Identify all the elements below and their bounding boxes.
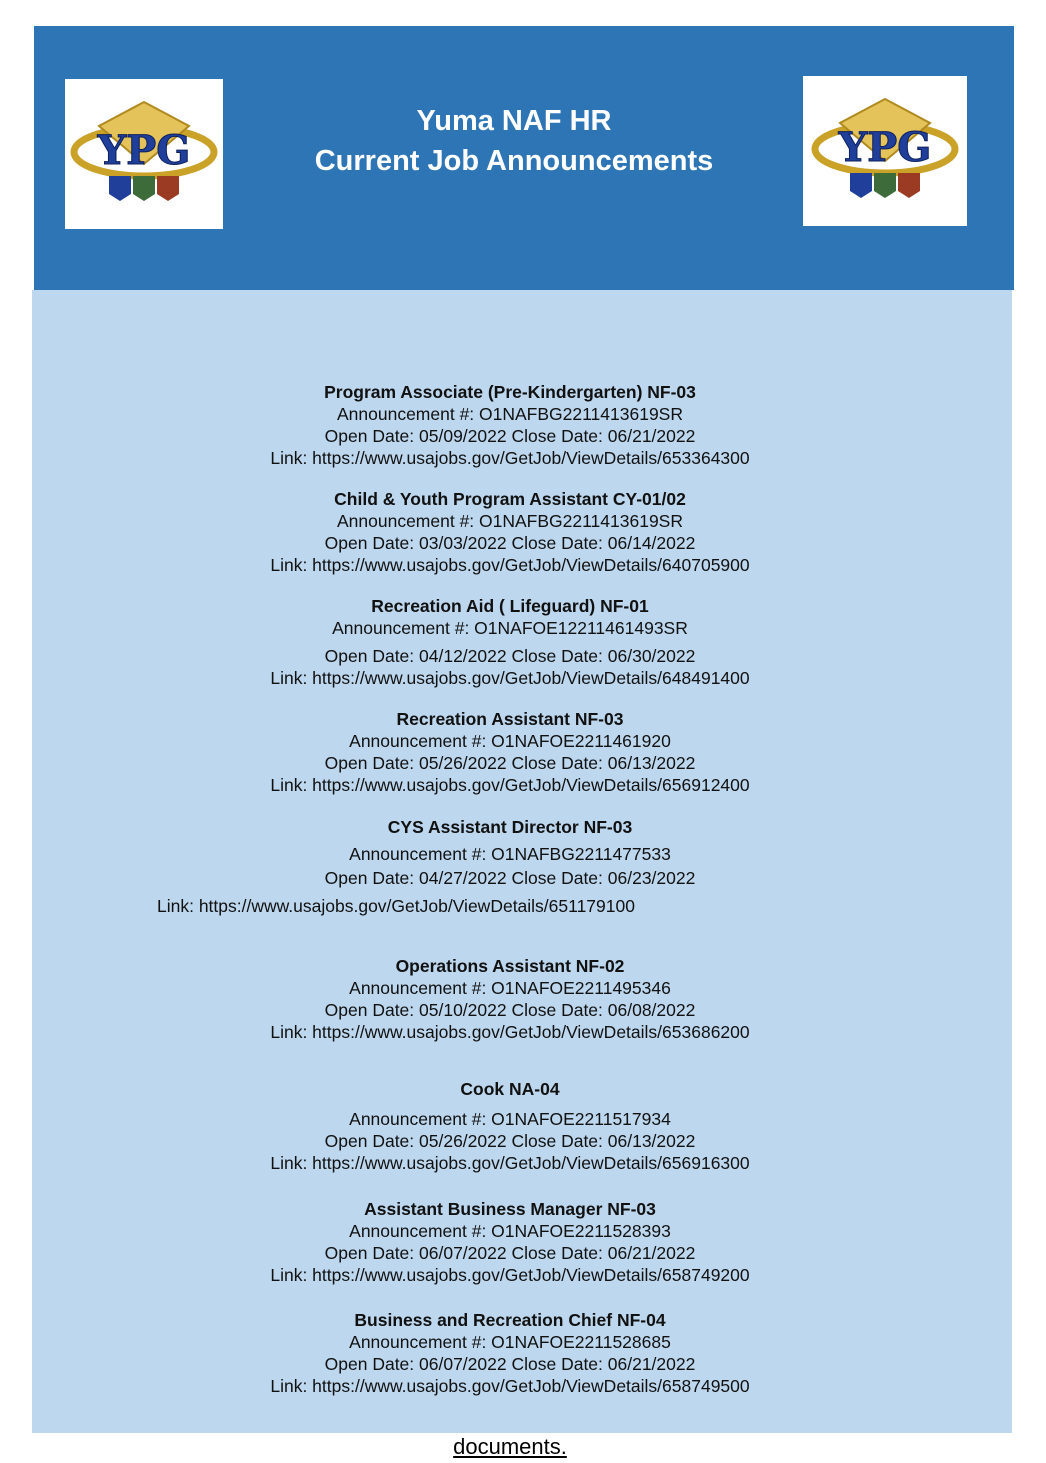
job-title: CYS Assistant Director NF-03 [387,817,633,837]
job-link[interactable]: Link: https://www.usajobs.gov/GetJob/ViewDetails/648491400 [270,668,750,688]
job-link[interactable]: Link: https://www.usajobs.gov/GetJob/ViewDetails/658749200 [270,1265,750,1285]
job-title: Program Associate (Pre-Kindergarten) NF-03 [324,382,696,402]
job-dates: Open Date: 03/03/2022 Close Date: 06/14/2022 [324,533,696,553]
job-dates: Open Date: 05/26/2022 Close Date: 06/13/2022 [324,753,696,773]
job-dates: Open Date: 06/07/2022 Close Date: 06/21/2022 [324,1354,696,1374]
job-title: Assistant Business Manager NF-03 [364,1199,656,1219]
job-dates: Open Date: 05/26/2022 Close Date: 06/13/2022 [324,1131,696,1151]
job-listing [32,381,988,469]
job-announcement: Announcement #: O1NAFBG2211413619SR [336,404,683,424]
job-link[interactable]: Link: https://www.usajobs.gov/GetJob/ViewDetails/640705900 [270,555,750,575]
job-link[interactable]: Link: https://www.usajobs.gov/GetJob/ViewDetails/656912400 [270,775,750,795]
job-dates: Open Date: 05/09/2022 Close Date: 06/21/2022 [324,426,696,446]
job-announcement: Announcement #: O1NAFOE2211528685 [349,1332,671,1352]
job-listing [32,1198,988,1286]
job-announcement: Announcement #: O1NAFOE2211517934 [349,1109,671,1129]
job-announcement: Announcement #: O1NAFBG2211413619SR [336,511,683,531]
job-announcement: Announcement #: O1NAFOE2211495346 [349,978,671,998]
job-listing [32,1309,988,1397]
job-link[interactable]: Link: https://www.usajobs.gov/GetJob/ViewDetails/656916300 [270,1153,750,1173]
job-listing [32,708,988,796]
job-title: Recreation Assistant NF-03 [396,709,624,729]
job-dates: Open Date: 06/07/2022 Close Date: 06/21/2022 [324,1243,696,1263]
job-announcement: Announcement #: O1NAFOE2211461920 [349,731,671,751]
footer-documents-link[interactable]: documents. [453,1434,567,1459]
page-title-line1: Yuma NAF HR [416,105,612,137]
job-listing [32,488,988,576]
job-dates: Open Date: 05/10/2022 Close Date: 06/08/2022 [324,1000,696,1020]
job-link[interactable]: Link: https://www.usajobs.gov/GetJob/ViewDetails/653686200 [270,1022,750,1042]
job-announcement: Announcement #: O1NAFBG2211477533 [349,844,671,864]
job-title: Cook NA-04 [460,1079,560,1099]
job-announcement: Announcement #: O1NAFOE12211461493SR [332,618,688,638]
job-title: Business and Recreation Chief NF-04 [354,1310,666,1330]
page-title-line2: Current Job Announcements [314,145,714,177]
job-title: Child & Youth Program Assistant CY-01/02 [334,489,686,509]
job-link[interactable]: Link: https://www.usajobs.gov/GetJob/ViewDetails/651179100 [157,896,635,916]
job-link[interactable]: Link: https://www.usajobs.gov/GetJob/ViewDetails/653364300 [270,448,750,468]
svg-text:YPG: YPG [838,124,932,171]
job-listing [32,955,988,1043]
job-title: Operations Assistant NF-02 [395,956,625,976]
svg-text:YPG: YPG [97,127,191,174]
job-dates: Open Date: 04/12/2022 Close Date: 06/30/2022 [324,646,696,666]
job-title: Recreation Aid ( Lifeguard) NF-01 [371,596,649,616]
job-listing [32,816,988,917]
job-listing [32,1078,988,1174]
job-link[interactable]: Link: https://www.usajobs.gov/GetJob/ViewDetails/658749500 [270,1376,750,1396]
job-listing [32,595,988,689]
job-dates: Open Date: 04/27/2022 Close Date: 06/23/2022 [324,868,696,888]
job-announcement: Announcement #: O1NAFOE2211528393 [349,1221,671,1241]
